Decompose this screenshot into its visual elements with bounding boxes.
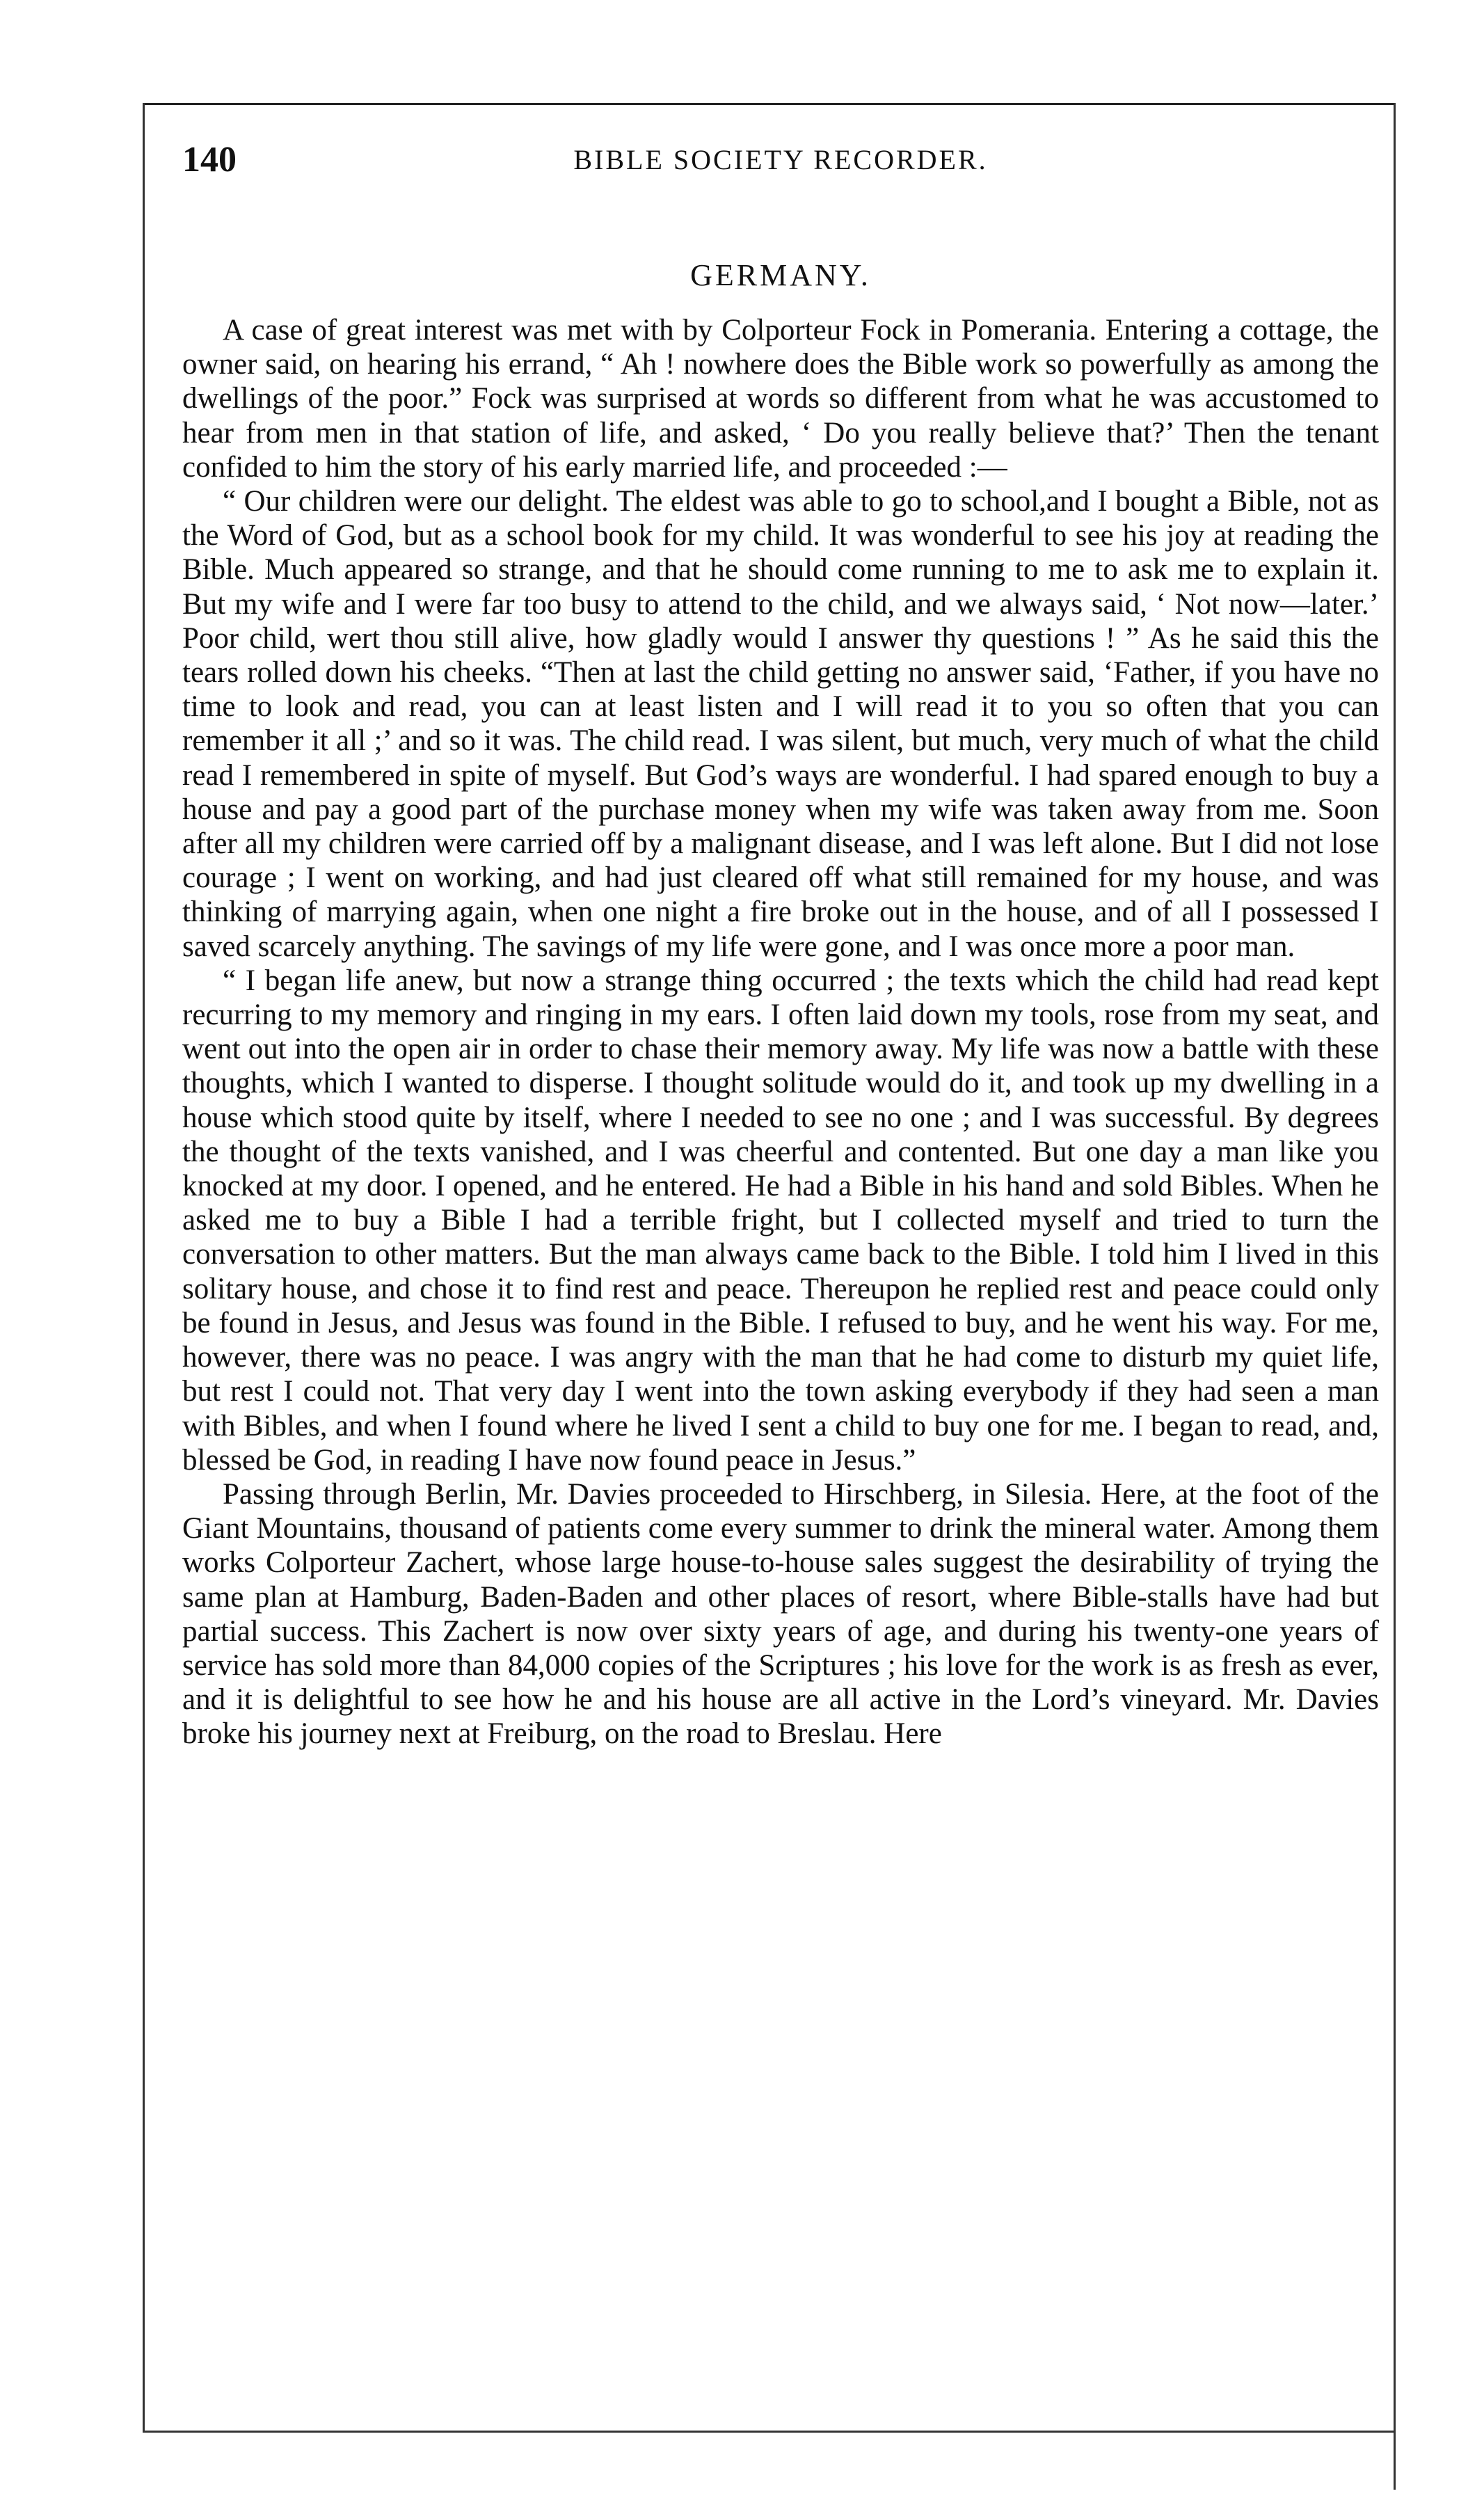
page-frame-bottom-rule [143, 2431, 1395, 2433]
section-title: GERMANY. [690, 258, 871, 292]
article-body [182, 313, 1379, 1751]
paragraph: A case of great interest was met with by Colporteur Fock in Pomerania. Entering a cottage, the owner said, on hearing his errand, “ Ah ! nowhere does the Bible work so powerfully as among the dwellings of the poor.” Fock was surprised at words so different from what he was accustomed to hear from men in that station of life, and asked, ‘ Do you really believe that?’ Then the tenant confided to him the story of his early married life, and proceeded :— [182, 314, 1379, 484]
page-frame-left-rule [143, 103, 145, 2431]
paragraph: “ I began life anew, but now a strange thing occurred ; the texts which the child had read kept recurring to my memory and ringing in my ears. I often laid down my tools, rose from my seat, and went out into the open air in order to chase their memory away. My life was now a battle with these thoughts, which I wanted to disperse. I thought solitude would do it, and took up my dwelling in a house which stood quite by itself, where I needed to see no one ; and I was successful. By degrees the thought of the texts vanished, and I was cheerful and contented. But one day a man like you knocked at my door. I opened, and he entered. He had a Bible in his hand and sold Bibles. When he asked me to buy a Bible I had a terrible fright, but I collected myself and tried to turn the conversation to other matters. But the man always came back to the Bible. I told him I lived in this solitary house, and chose it to find rest and peace. Thereupon he replied rest and peace could only be found in Jesus, and Jesus was found in the Bible. I refused to buy, and he went his way. For me, however, there was no peace. I was angry with the man that he had come to disturb my quiet life, but rest I could not. That very day I went into the town asking everybody if they had seen a man with Bibles, and when I found where he lived I sent a child to buy one for me. I began to read, and, blessed be God, in reading I have now found peace in Jesus.” [182, 964, 1379, 1477]
paragraph: “ Our children were our delight. The eldest was able to go to school,and I bought a Bible, not as the Word of God, but as a school book for my child. It was wonderful to see his joy at reading the Bible. Much appeared so strange, and that he should come running to me to ask me to explain it. But my wife and I were far too busy to attend to the child, and we always said, ‘ Not now—later.’ Poor child, wert thou still alive, how gladly would I answer thy questions ! ” As he said this the tears rolled down his cheeks. “Then at last the child getting no answer said, ‘Father, if you have no time to look and read, you can at least listen and I will read it to you so often that you can remember it all ;’ and so it was. The child read. I was silent, but much, very much of what the child read I remembered in spite of myself. But God’s ways are wonderful. I had spared enough to buy a house and pay a good part of the purchase money when my wife was taken away from me. Soon after all my children were carried off by a malignant disease, and I was left alone. But I did not lose courage ; I went on working, and had just cleared off what still remained for my house, and was thinking of marrying again, when one night a fire broke out in the house, and of all I possessed I saved scarcely anything. The savings of my life were gone, and I was once more a poor man. [182, 485, 1379, 963]
page-frame-right-rule [1394, 103, 1396, 2490]
page-number: 140 [182, 140, 237, 180]
page-frame-top-rule [143, 103, 1395, 105]
page-header [182, 139, 1379, 188]
paragraph: Passing through Berlin, Mr. Davies proceeded to Hirschberg, in Silesia. Here, at the foot of the Giant Mountains, thousand of patients come every summer to drink the mineral water. Among them works Colporteur Zachert, whose large house-to-house sales suggest the desirability of trying the same plan at Hamburg, Baden-Baden and other places of resort, where Bible-stalls have had but partial success. This Zachert is now over sixty years of age, and during his twenty-one years of service has sold more than 84,000 copies of the Scriptures ; his love for the work is as fresh as ever, and it is delightful to see how he and his house are all active in the Lord’s vineyard. Mr. Davies broke his journey next at Freiburg, on the road to Breslau. Here [182, 1477, 1379, 1751]
running-head: BIBLE SOCIETY RECORDER. [573, 144, 988, 175]
